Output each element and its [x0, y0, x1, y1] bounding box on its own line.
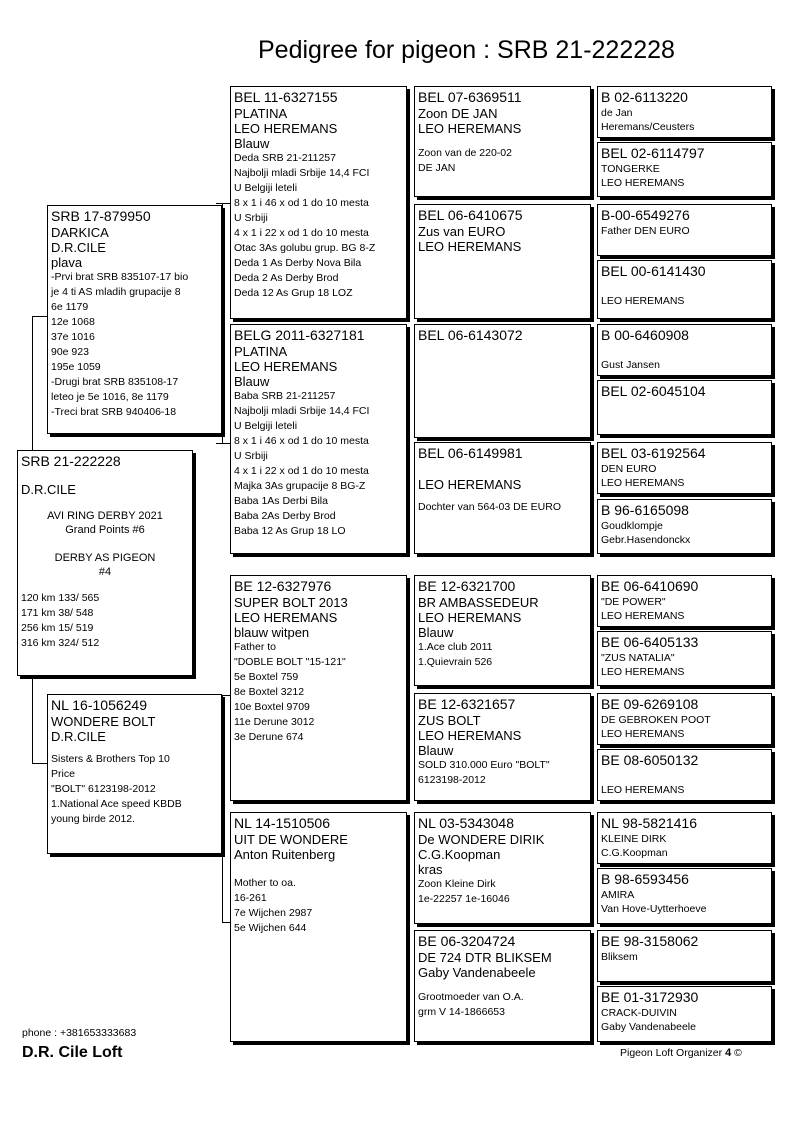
ds-line: 5e Boxtel 759: [234, 671, 299, 683]
g-ring: BE 08-6050132: [601, 752, 699, 768]
great-grandparent-card[interactable]: [597, 380, 772, 435]
great-grandparent-card[interactable]: [597, 986, 772, 1042]
g-line: C.G.Koopman: [601, 847, 668, 859]
sire-line: -Treci brat SRB 940406-18: [51, 406, 177, 418]
connector-line: [591, 720, 592, 778]
g-ring: B 02-6113220: [601, 89, 688, 105]
ds-name: SUPER BOLT 2013: [234, 595, 348, 610]
ds-line: Father to: [234, 641, 277, 653]
g-ring: BE 06-6405133: [601, 634, 699, 650]
sire-card[interactable]: [47, 205, 222, 434]
sd-line: Baba 2As Derby Brod: [234, 510, 336, 522]
g-line: KLEINE DIRK: [601, 833, 667, 845]
g-line: LEO HEREMANS: [601, 477, 685, 489]
dam-sire-card[interactable]: [230, 575, 407, 801]
dsd-owner: LEO HEREMANS: [418, 728, 522, 743]
dam-line: "BOLT" 6123198-2012: [51, 783, 156, 795]
ds-ring: BE 12-6327976: [234, 578, 332, 594]
dd-line: 7e Wijchen 2987: [234, 907, 313, 919]
dds-name: De WONDERE DIRIK: [418, 832, 545, 847]
g-line: Gaby Vandenabeele: [601, 1021, 696, 1033]
ds-line: 8e Boxtel 3212: [234, 686, 305, 698]
great-grandparent-card[interactable]: [597, 812, 772, 864]
dsd-name: ZUS BOLT: [418, 713, 481, 728]
ddd-card[interactable]: [414, 930, 591, 1042]
connector-line: [591, 468, 592, 528]
dss-name: BR AMBASSEDEUR: [418, 595, 539, 610]
sire-line: -Drugi brat SRB 835108-17: [51, 376, 179, 388]
subject-result: 316 km 324/ 512: [21, 637, 100, 649]
subject-ring: SRB 21-222228: [21, 453, 121, 469]
dds-owner: C.G.Koopman: [418, 847, 501, 862]
sss-owner: LEO HEREMANS: [418, 121, 522, 136]
dss-line: 1.Quievrain 526: [418, 656, 493, 668]
ds-line: "DOBLE BOLT "15-121": [234, 656, 346, 668]
connector-line: [591, 350, 592, 410]
subject-note: #4: [98, 566, 112, 578]
sdd-card[interactable]: [414, 442, 591, 554]
connector-line: [32, 676, 33, 764]
g-ring: B 98-6593456: [601, 871, 689, 887]
sire-dam-card[interactable]: [230, 324, 407, 554]
connector-line: [407, 139, 408, 271]
sire-name: DARKICA: [51, 225, 109, 240]
sd-color: Blauw: [234, 374, 270, 389]
dam-card[interactable]: [47, 694, 222, 854]
dsd-line: 6123198-2012: [418, 774, 486, 786]
g-line: "ZUS NATALIA": [601, 652, 675, 664]
sire-line: -Prvi brat SRB 835107-17 bio: [51, 271, 189, 283]
dss-ring: BE 12-6321700: [418, 578, 516, 594]
ss-line: Najbolji mladi Srbije 14,4 FCI: [234, 167, 370, 179]
ss-line: Deda 1 As Derby Nova Bila: [234, 257, 362, 269]
g-ring: BE 01-3172930: [601, 989, 699, 1005]
great-grandparent-card[interactable]: [597, 204, 772, 256]
dam-line: Sisters & Brothers Top 10: [51, 753, 170, 765]
dd-line: Mother to oa.: [234, 877, 296, 889]
ss-line: U Srbiji: [234, 212, 268, 224]
subject-note: Grand Points #6: [65, 524, 145, 536]
ssd-owner: LEO HEREMANS: [418, 239, 522, 254]
dss-line: 1.Ace club 2011: [418, 641, 493, 653]
g-line: de Jan: [601, 107, 633, 119]
ss-ring: BEL 11-6327155: [234, 89, 338, 105]
dam-owner: D.R.CILE: [51, 729, 106, 744]
dsd-ring: BE 12-6321657: [418, 696, 516, 712]
subject-note: [21, 537, 189, 551]
ssd-card[interactable]: [414, 204, 591, 319]
g-line: TONGERKE: [601, 163, 660, 175]
dam-ring: NL 16-1056249: [51, 697, 148, 713]
subject-result: 120 km 133/ 565: [21, 592, 100, 604]
great-grandparent-card[interactable]: [597, 260, 772, 319]
sire-line: 12e 1068: [51, 316, 95, 328]
copyright-icon: ©: [734, 1047, 742, 1059]
g-line: LEO HEREMANS: [601, 177, 685, 189]
dds-ring: NL 03-5343048: [418, 815, 515, 831]
great-grandparent-card[interactable]: [597, 749, 772, 801]
connector-line: [222, 203, 223, 444]
sd-owner: LEO HEREMANS: [234, 359, 338, 374]
sd-line: Najbolji mladi Srbije 14,4 FCI: [234, 405, 370, 417]
g-line: AMIRA: [601, 889, 635, 901]
sd-name: PLATINA: [234, 344, 288, 359]
sss-line: Zoon van de 220-02: [418, 147, 512, 159]
sire-color: plava: [51, 255, 83, 270]
g-ring: NL 98-5821416: [601, 815, 698, 831]
ddd-name: DE 724 DTR BLIKSEM: [418, 950, 552, 965]
sd-line: Baba 1As Derbi Bila: [234, 495, 328, 507]
g-line: LEO HEREMANS: [601, 728, 685, 740]
ss-line: 4 x 1 i 22 x od 1 do 10 mesta: [234, 227, 369, 239]
sire-line: 195e 1059: [51, 361, 101, 373]
g-line: Father DEN EURO: [601, 225, 690, 237]
g-ring: BEL 03-6192564: [601, 445, 706, 461]
dd-owner: Anton Ruitenberg: [234, 847, 336, 862]
sdd-owner: LEO HEREMANS: [418, 477, 522, 492]
subject-note: DERBY AS PIGEON: [54, 552, 156, 564]
great-grandparent-card[interactable]: [597, 631, 772, 686]
ss-line: U Belgiji leteli: [234, 182, 298, 194]
subject-result: 256 km 15/ 519: [21, 622, 94, 634]
dam-dam-card[interactable]: [230, 812, 407, 1042]
ssd-name: Zus van EURO: [418, 224, 506, 239]
sire-line: 37e 1016: [51, 331, 95, 343]
sire-line: leteo je 5e 1016, 8e 1179: [51, 391, 169, 403]
ss-name: PLATINA: [234, 106, 288, 121]
dds-card[interactable]: [414, 812, 591, 924]
g-ring: BEL 00-6141430: [601, 263, 706, 279]
g-line: Bliksem: [601, 951, 638, 963]
great-grandparent-card[interactable]: [597, 868, 772, 924]
g-ring: BE 09-6269108: [601, 696, 699, 712]
great-grandparent-card[interactable]: [597, 142, 772, 197]
sd-line: Majka 3As grupacije 8 BG-Z: [234, 480, 366, 492]
subject-card[interactable]: [17, 450, 193, 676]
phone-number: phone : +381653333683: [22, 1027, 137, 1039]
sss-line: DE JAN: [418, 162, 456, 174]
dss-color: Blauw: [418, 625, 454, 640]
g-ring: BE 06-6410690: [601, 578, 699, 594]
dds-color: kras: [418, 862, 443, 877]
g-ring: BE 98-3158062: [601, 933, 699, 949]
g-line: Van Hove-Uytterhoeve: [601, 903, 707, 915]
connector-line: [32, 316, 33, 450]
connector-line: [216, 443, 230, 444]
dds-line: 1e-22257 1e-16046: [418, 893, 510, 905]
ddd-owner: Gaby Vandenabeele: [418, 965, 536, 980]
ds-color: blauw witpen: [234, 625, 310, 640]
subject-owner: D.R.CILE: [21, 482, 76, 497]
dam-line: Price: [51, 768, 75, 780]
sss-ring: BEL 07-6369511: [418, 89, 522, 105]
ds-line: 3e Derune 674: [234, 731, 304, 743]
sd-line: 4 x 1 i 22 x od 1 do 10 mesta: [234, 465, 369, 477]
g-line: LEO HEREMANS: [601, 610, 685, 622]
ss-line: Otac 3As golubu grup. BG 8-Z: [234, 242, 376, 254]
dd-line: 5e Wijchen 644: [234, 922, 307, 934]
subject-note: AVI RING DERBY 2021: [47, 510, 163, 522]
great-grandparent-card[interactable]: [597, 86, 772, 138]
sire-line: 90e 923: [51, 346, 89, 358]
ss-line: Deda 12 As Grup 18 LOZ: [234, 287, 353, 299]
connector-line: [407, 634, 408, 744]
ddd-ring: BE 06-3204724: [418, 933, 516, 949]
dam-line: 1.National Ace speed KBDB: [51, 798, 182, 810]
g-line: DE GEBROKEN POOT: [601, 714, 711, 726]
ds-line: 11e Derune 3012: [234, 716, 315, 728]
ddd-line: Grootmoeder van O.A.: [418, 991, 524, 1003]
ddd-line: grm V 14-1866653: [418, 1006, 505, 1018]
g-line: LEO HEREMANS: [601, 666, 685, 678]
sds-card[interactable]: [414, 324, 591, 438]
sds-ring: BEL 06-6143072: [418, 327, 523, 343]
subject-result: 171 km 38/ 548: [21, 607, 94, 619]
ds-line: 10e Boxtel 9709: [234, 701, 310, 713]
dd-ring: NL 14-1510506: [234, 815, 331, 831]
sd-line: U Srbiji: [234, 450, 268, 462]
sd-ring: BELG 2011-6327181: [234, 327, 365, 343]
connector-line: [216, 203, 230, 204]
ds-owner: LEO HEREMANS: [234, 610, 338, 625]
sss-card[interactable]: [414, 86, 591, 197]
connector-line: [591, 838, 592, 896]
ss-line: 8 x 1 i 46 x od 1 do 10 mesta: [234, 197, 369, 209]
loft-name: D.R. Cile Loft: [22, 1044, 123, 1061]
ss-owner: LEO HEREMANS: [234, 121, 338, 136]
connector-line: [407, 870, 408, 980]
great-grandparent-card[interactable]: [597, 575, 772, 627]
ss-line: Deda 2 As Derby Brod: [234, 272, 339, 284]
connector-line: [407, 378, 408, 498]
g-ring: B 96-6165098: [601, 502, 689, 518]
sd-line: U Belgiji leteli: [234, 420, 298, 432]
sdd-line: Dochter van 564-03 DE EURO: [418, 501, 561, 513]
sire-owner: D.R.CILE: [51, 240, 106, 255]
dss-owner: LEO HEREMANS: [418, 610, 522, 625]
great-grandparent-card[interactable]: [597, 499, 772, 554]
ssd-ring: BEL 06-6410675: [418, 207, 523, 223]
g-line: DEN EURO: [601, 463, 657, 475]
dsd-color: Blauw: [418, 743, 454, 758]
connector-line: [222, 695, 223, 923]
sire-line: 6e 1179: [51, 301, 89, 313]
g-ring: BEL 02-6114797: [601, 145, 705, 161]
dam-name: WONDERE BOLT: [51, 714, 156, 729]
g-line: Goudklompje: [601, 520, 663, 532]
connector-line: [222, 922, 230, 923]
dss-card[interactable]: [414, 575, 591, 686]
great-grandparent-card[interactable]: [597, 693, 772, 745]
ss-line: Deda SRB 21-211257: [234, 152, 336, 164]
g-line: LEO HEREMANS: [601, 295, 685, 307]
sd-line: 8 x 1 i 46 x od 1 do 10 mesta: [234, 435, 369, 447]
g-line: LEO HEREMANS: [601, 784, 685, 796]
connector-line: [32, 763, 48, 764]
organizer-credit: [620, 1047, 742, 1059]
g-ring: BEL 02-6045104: [601, 383, 706, 399]
g-line: Gust Jansen: [601, 359, 660, 371]
sire-ring: SRB 17-879950: [51, 208, 151, 224]
g-line: Gebr.Hasendonckx: [601, 534, 691, 546]
g-line: Heremans/Ceusters: [601, 121, 695, 133]
organizer-name: Pigeon Loft Organizer: [620, 1047, 723, 1059]
g-line: "DE POWER": [601, 596, 666, 608]
connector-line: [591, 110, 592, 170]
dsd-line: SOLD 310.000 Euro "BOLT": [418, 759, 550, 771]
connector-line: [32, 316, 48, 317]
g-ring: B-00-6549276: [601, 207, 690, 223]
ss-color: Blauw: [234, 136, 270, 151]
connector-line: [222, 695, 230, 696]
sire-line: je 4 ti AS mladih grupacije 8: [51, 286, 181, 298]
g-ring: B 00-6460908: [601, 327, 689, 343]
connector-line: [591, 228, 592, 288]
g-line: CRACK-DUIVIN: [601, 1007, 677, 1019]
sd-line: Baba 12 As Grup 18 LO: [234, 525, 346, 537]
dd-name: UIT DE WONDERE: [234, 832, 348, 847]
sss-name: Zoon DE JAN: [418, 106, 498, 121]
connector-line: [591, 956, 592, 1014]
organizer-version: 4: [725, 1047, 732, 1059]
great-grandparent-card[interactable]: [597, 930, 772, 982]
dd-line: 16-261: [234, 892, 267, 904]
sd-line: Baba SRB 21-211257: [234, 390, 336, 402]
page-title: Pedigree for pigeon : SRB 21-222228: [258, 36, 675, 64]
great-grandparent-card[interactable]: [597, 442, 772, 494]
sdd-ring: BEL 06-6149981: [418, 445, 523, 461]
great-grandparent-card[interactable]: [597, 324, 772, 376]
connector-line: [591, 600, 592, 658]
dsd-card[interactable]: [414, 693, 591, 801]
dam-line: young birde 2012.: [51, 813, 136, 825]
dds-line: Zoon Kleine Dirk: [418, 878, 496, 890]
sire-sire-card[interactable]: [230, 86, 407, 319]
